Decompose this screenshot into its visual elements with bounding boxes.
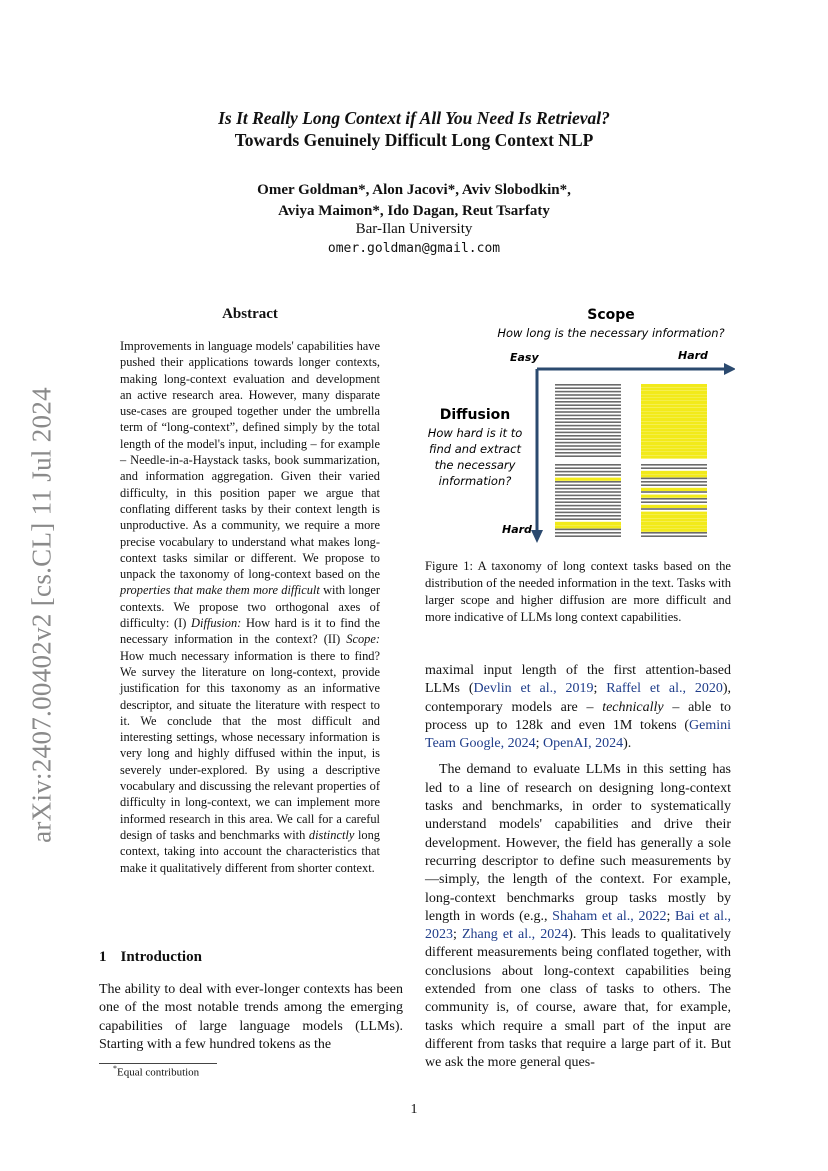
text-line [555, 442, 621, 444]
text-line [555, 501, 621, 503]
text-line [641, 452, 707, 455]
text-line [555, 449, 621, 451]
text-line [555, 421, 621, 423]
authors-line-1: Omer Goldman*, Alon Jacovi*, Aviv Slobodkin*, [257, 182, 571, 198]
arxiv-identifier-text: arXiv:2407.00402v2 [cs.CL] 11 Jul 2024 [26, 387, 57, 843]
text-line [555, 408, 621, 410]
scope-question: How long is the necessary information? [497, 326, 725, 340]
authors [0, 180, 828, 222]
text-line [641, 445, 707, 448]
contact-email[interactable]: omer.goldman@gmail.com [327, 241, 501, 256]
text-line [641, 464, 707, 466]
text-line [641, 501, 707, 503]
text-line [641, 495, 707, 498]
text-line [641, 438, 707, 441]
doc-hard-scope [641, 384, 707, 459]
text-line [555, 535, 621, 537]
text-line [641, 418, 707, 421]
abstract-body: Improvements in language models' capabilities have pushed their applications towards longer contexts, making long-context evaluation and development an active research area. However, many disparate use-cases are grouped together under the umbrella term of “long-context”, defined simply by the total length of the model's input, including – for example – Needle-in-a-Haystack tasks, book summarization, and information aggregation. Given their varied difficulty, in this position paper we argue that conflating different tasks by their context length is unproductive. As a community, we require a more precise vocabulary to understand what makes long-context tasks similar or different. We propose to unpack the taxonomy of long-context based on the properties that make them more difficult with longer contexts. We propose two orthogonal axes of difficulty: (I) Diffusion: How hard is it to find the necessary information in the context? (II) Scope: How much necessary information is there to find? We survey the literature on long-context, provide justification for this taxonomy as an informative descriptor, and situate the literature with respect to it. We conclude that the most difficult and interesting settings, whose necessary information is very long and highly diffused within the input, is severely under-explored. By using a descriptive vocabulary and discussing the relevant properties of difficulty in long-context, we can implement more informed research in this area. We call for a careful design of tasks and benchmarks with distinctly long context, taking into account the characteristics that make it qualitatively different from shorter context. [120, 339, 380, 875]
text-line [555, 432, 621, 434]
text-line [641, 391, 707, 394]
text-line [555, 435, 621, 437]
footnote: *Equal contribution [113, 1064, 200, 1079]
text-line [555, 418, 621, 420]
text-line [555, 467, 621, 469]
text-line [641, 488, 707, 491]
citation-link[interactable]: Raffel et al., 2020 [606, 681, 723, 697]
text-line [641, 512, 707, 515]
easy-label: Easy [510, 351, 539, 364]
citation-link[interactable]: Shaham et al., 2022 [552, 908, 667, 924]
text-line [641, 411, 707, 414]
text-line [641, 491, 707, 493]
text-line [555, 474, 621, 476]
text-line [641, 421, 707, 424]
hard-y-label: Hard [502, 523, 532, 536]
text-line [555, 529, 621, 531]
text-line [641, 435, 707, 438]
text-line [555, 515, 621, 517]
text-line [555, 438, 621, 440]
text-line [641, 498, 707, 500]
text-line [641, 518, 707, 521]
text-line [555, 404, 621, 406]
text-line [555, 512, 621, 514]
text-line [641, 401, 707, 404]
text-line [641, 515, 707, 518]
taxonomy-figure [425, 300, 735, 550]
scope-arrowhead [724, 363, 735, 375]
text-line [555, 384, 621, 386]
text-line [555, 488, 621, 490]
citation-link[interactable]: Gemini Team Google, 2024 [425, 717, 731, 752]
text-line [641, 415, 707, 418]
diffusion-q1: How hard is it to [427, 426, 523, 440]
text-line [555, 394, 621, 396]
hard-x-label: Hard [678, 349, 708, 362]
text-line [555, 445, 621, 447]
text-line [641, 394, 707, 397]
text-line [555, 505, 621, 507]
text-line [555, 425, 621, 427]
text-line [641, 432, 707, 435]
text-line [555, 464, 621, 466]
authors-line-2: Aviya Maimon*, Ido Dagan, Reut Tsarfaty [278, 203, 550, 219]
diffusion-title: Diffusion [439, 407, 511, 423]
diffusion-arrowhead [531, 530, 543, 543]
section-heading: 1 Introduction [99, 949, 202, 965]
intro-paragraph: The ability to deal with ever-longer contexts has been one of the most notable trends among the emerging capabilities of large language models (LLMs). Starting with a few hundred tokens as the [99, 982, 403, 1052]
scope-title: Scope [587, 307, 635, 323]
text-line [641, 508, 707, 510]
text-line [555, 401, 621, 403]
text-line [555, 478, 621, 481]
text-line [641, 455, 707, 458]
paper-title [0, 107, 828, 151]
affiliation: Bar-Ilan University [355, 221, 473, 237]
text-line [555, 491, 621, 493]
text-line [641, 467, 707, 469]
text-line [555, 471, 621, 473]
right-column [425, 662, 731, 1073]
text-line [555, 411, 621, 413]
text-line [641, 481, 707, 483]
text-line [555, 498, 621, 500]
text-line [641, 384, 707, 387]
text-line [555, 387, 621, 389]
text-line [555, 398, 621, 400]
text-line [641, 522, 707, 525]
text-line [555, 455, 621, 457]
taxonomy-figure-svg [425, 300, 735, 550]
doc-hard-diffusion [555, 464, 621, 537]
text-line [641, 442, 707, 445]
citation-link[interactable]: Devlin et al., 2019 [473, 681, 594, 697]
title-line-2: Towards Genuinely Difficult Long Context NLP [234, 130, 594, 150]
text-line [555, 484, 621, 486]
right-paragraph-1: maximal input length of the first attention-based LLMs (Devlin et al., 2019; Raffel et al., 2020), contemporary models are – technically – able to process up to 128k and even 1M tokens (Gemini Team Google, 2024; OpenAI, 2024). [425, 663, 732, 752]
text-line [641, 535, 707, 537]
text-line [555, 452, 621, 454]
text-line [555, 518, 621, 520]
text-line [641, 425, 707, 428]
text-line [641, 449, 707, 452]
title-line-1: Is It Really Long Context if All You Need Is Retrieval? [218, 108, 610, 128]
text-line [641, 478, 707, 480]
text-line [641, 529, 707, 532]
text-line [555, 532, 621, 534]
figure-caption: Figure 1: A taxonomy of long context tasks based on the distribution of the needed information in the text. Tasks with larger scope and higher diffusion are more difficult and more indicative of LLMs long context capabilities. [425, 559, 731, 624]
text-line [555, 481, 621, 483]
text-line [641, 408, 707, 411]
diffusion-q3: the necessary [434, 458, 516, 472]
doc-easy-easy [555, 384, 621, 457]
citation-link[interactable]: Zhang et al., 2024 [461, 927, 569, 943]
text-line [641, 471, 707, 474]
text-line [555, 525, 621, 528]
text-line [555, 522, 621, 525]
text-line [641, 525, 707, 528]
citation-link[interactable]: Bai et al., 2023 [425, 908, 732, 943]
diffusion-q2: find and extract [429, 442, 521, 456]
text-line [641, 532, 707, 534]
text-line [641, 387, 707, 390]
citation-link[interactable]: OpenAI, 2024 [543, 736, 624, 752]
text-line [641, 484, 707, 486]
text-line [641, 474, 707, 477]
diffusion-q4: information? [438, 474, 512, 488]
text-line [555, 391, 621, 393]
text-line [641, 428, 707, 431]
text-line [555, 428, 621, 430]
text-line [555, 508, 621, 510]
text-line [641, 505, 707, 508]
abstract-heading: Abstract [222, 306, 278, 322]
right-paragraph-2: The demand to evaluate LLMs in this setting has led to a line of research on designing long-context tasks and benchmarks, in order to systematically understand models' capabilities and drive their development. However, the field has generally a sole recurring descriptor to define such measurements by—simply, the length of the context. For example, long-context benchmarks group tasks mostly by length in words (e.g., Shaham et al., 2022; Bai et al., 2023; Zhang et al., 2024). This leads to qualitatively different measurements being conflated together, with conclusions about long-context capabilities being extended from one class of tasks to others. The community is, of course, aware that, for example, tasks which require a small part of the input are different from tasks that require a large part of it. But we ask the more general ques- [425, 762, 732, 1071]
text-line [555, 415, 621, 417]
text-line [641, 398, 707, 401]
doc-hard-hard [641, 464, 707, 537]
text-line [641, 404, 707, 407]
text-line [555, 495, 621, 497]
page-number: 1 [410, 1102, 418, 1117]
arxiv-identifier [26, 375, 58, 855]
